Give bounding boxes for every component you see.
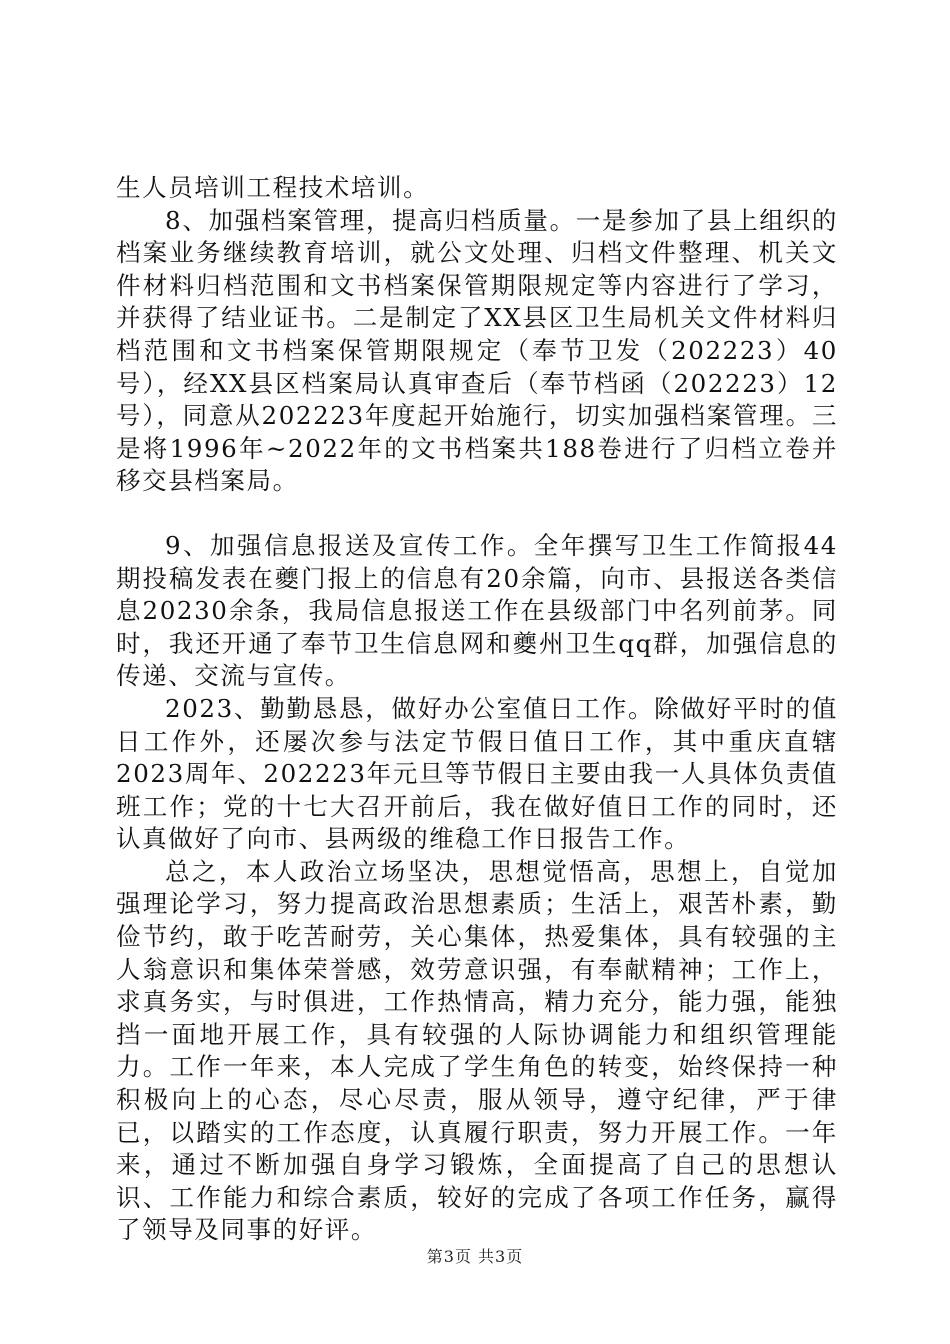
paragraph-summary: 总之，本人政治立场坚决，思想觉悟高，思想上，自觉加强理论学习，努力提高政治思想素质；生活上，艰苦朴素，勤俭节约，敢于吃苦耐劳，关心集体，热爱集体，具有较强的主人翁意识和集体荣誉感，效劳意识强，有奉献精神；工作上，求真务实，与时俱进，工作热情高，精力充分，能力强，能独挡一面地开展工作，具有较强的人际协调能力和组织管理能力。工作一年来，本人完成了学生角色的转变，始终保持一种积极向上的心态，尽心尽责，服从领导，遵守纪律，严于律已，以踏实的工作态度，认真履行职责，努力开展工作。一年来，通过不断加强自身学习锻炼，全面提高了自己的思想认识、工作能力和综合素质，较好的完成了各项工作任务，赢得了领导及同事的好评。: [116, 856, 838, 1245]
page-footer: 第3页 共3页: [426, 1247, 524, 1266]
body-text: [116, 172, 838, 1247]
paragraph-information-reporting: 9、加强信息报送及宣传工作。全年撰写卫生工作简报44期投稿发表在夔门报上的信息有20余篇，向市、县报送各类信息20230余条，我局信息报送工作在县级部门中名列前茅。同时，我还开通了奉节卫生信息网和夔州卫生qq群，加强信息的传递、交流与宣传。: [116, 530, 838, 691]
paragraph-continuation: 生人员培训工程技术培训。: [116, 173, 430, 202]
paragraph-duty-work: 2023、勤勤恳恳，做好办公室值日工作。除做好平时的值日工作外，还屡次参与法定节假日值日工作，其中重庆直辖2023周年、202223年元旦等节假日主要由我一人具体负责值班工作；党的十七大召开前后，我在做好值日工作的同时，还认真做好了向市、县两级的维稳工作日报告工作。: [116, 693, 838, 854]
paragraph-archive-management: 8、加强档案管理，提高归档质量。一是参加了县上组织的档案业务继续教育培训，就公文处理、归档文件整理、机关文件材料归档范围和文书档案保管期限规定等内容进行了学习，并获得了结业证书。二是制定了XX县区卫生局机关文件材料归档范围和文书档案保管期限规定（奉节卫发（202223）40号），经XX县区档案局认真审查后（奉节档函（202223）12号），同意从202223年度起开始施行，切实加强档案管理。三是将1996年~2022年的文书档案共188卷进行了归档立卷并移交县档案局。: [116, 205, 838, 496]
